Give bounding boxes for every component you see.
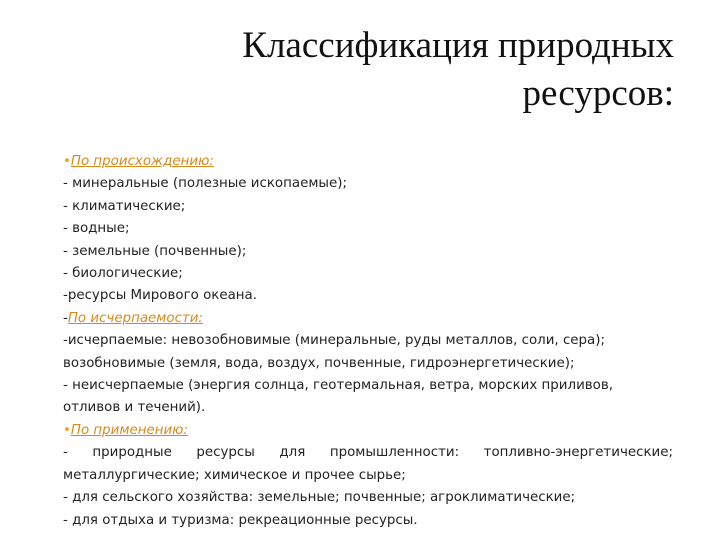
bullet-icon: •: [63, 422, 71, 438]
origin-heading: По происхождению:: [70, 154, 214, 169]
list-item: - для отдыха и туризма: рекреационные ресурсы.: [63, 512, 418, 528]
slide-title: [154, 22, 674, 118]
list-item: металлургические; химическое и прочее сырье;: [63, 467, 406, 483]
list-item: -ресурсы Мирового океана.: [63, 288, 258, 304]
exhaust-heading-line: [63, 308, 673, 330]
list-item: - для сельского хозяйства: земельные; почвенные; агроклиматические;: [63, 490, 576, 506]
usage-heading: По применению:: [70, 422, 188, 438]
list-item: - минеральные (полезные ископаемые);: [63, 176, 347, 192]
list-item: отливов и течений).: [63, 400, 206, 416]
list-item: -исчерпаемые: невозобновимые (минеральные, руды металлов, соли, сера);: [63, 333, 605, 349]
list-item: - биологические;: [63, 266, 183, 282]
title-line-2: ресурсов:: [522, 73, 674, 114]
exhaust-heading: По исчерпаемости:: [67, 310, 203, 326]
title-line-1: Классификация природных: [242, 25, 674, 66]
slide-content: [63, 151, 673, 532]
bullet-icon: •: [63, 154, 71, 169]
list-item: - водные;: [63, 221, 130, 237]
list-item: - природные ресурсы для промышленности: топливно-энергетические;: [63, 445, 673, 461]
exhaust-prefix: -: [63, 310, 68, 326]
list-item: - земельные (почвенные);: [63, 243, 247, 259]
list-item: - неисчерпаемые (энергия солнца, геотермальная, ветра, морских приливов,: [63, 378, 614, 394]
list-item: возобновимые (земля, вода, воздух, почвенные, гидроэнергетические);: [63, 355, 575, 371]
list-item: - климатические;: [63, 198, 186, 214]
origin-heading-line: [63, 151, 673, 173]
usage-heading-line: [63, 420, 673, 442]
